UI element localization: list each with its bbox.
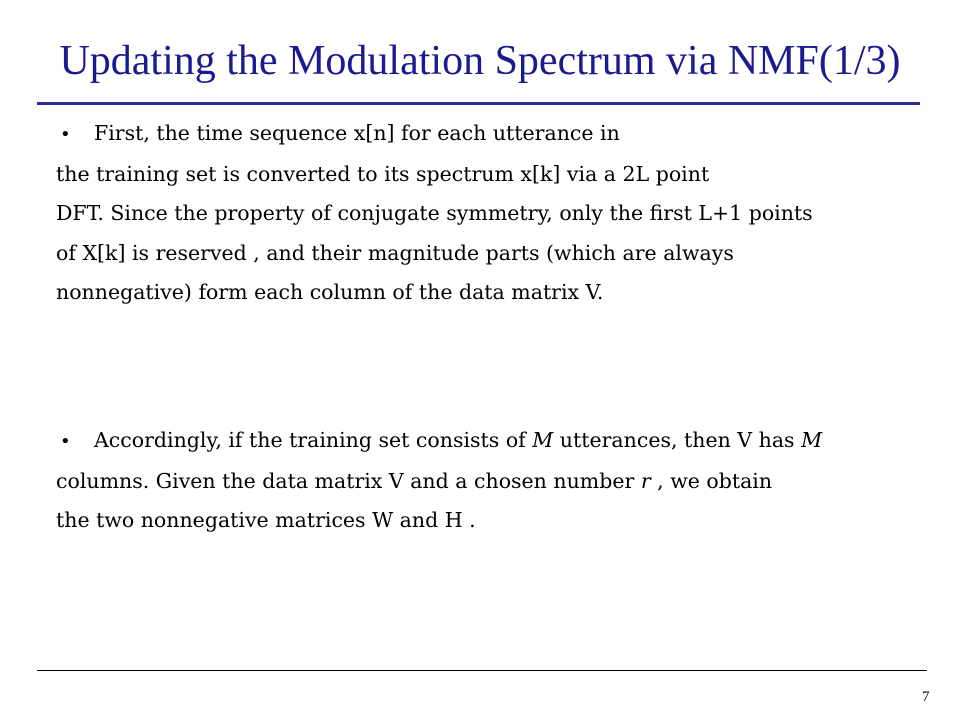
footer-divider [37,670,927,671]
paragraph-2-line-2-text-b: , we obtain [650,468,773,493]
paragraph-1-line-4: of X[k] is reserved , and their magnitude parts (which are always [56,240,734,265]
paragraph-2-line-2 [56,462,936,502]
variable-m-2: M [801,428,823,452]
bullet-icon: • [60,431,71,452]
paragraph-2-line-3: the two nonnegative matrices W and H . [56,508,476,532]
paragraph-1-line-3: DFT. Since the property of conjugate symmetry, only the first L+1 points [56,201,813,225]
variable-m: M [532,428,554,452]
paragraph-2-line-2-text-a: columns. Given the data matrix V and a chosen number [56,468,641,493]
title-divider [37,102,920,105]
paragraph-2 [56,421,936,541]
paragraph-1-line-5: nonnegative) form each column of the data matrix V. [56,280,604,304]
paragraph-1-line-2: the training set is converted to its spectrum x[k] via a 2L point [56,161,710,186]
page-number: 7 [922,689,930,705]
variable-r: r [640,468,651,493]
paragraph-2-line-1-text-b: utterances, then V has [553,428,802,452]
slide-title: Updating the Modulation Spectrum via NMF(1/3) [59,38,901,84]
paragraph-1-line-1 [56,114,936,155]
paragraph-1 [56,114,936,313]
paragraph-2-line-1 [56,421,936,462]
bullet-icon: • [60,124,71,145]
paragraph-1-line-1-text: First, the time sequence x[n] for each utterance in [94,121,620,145]
paragraph-2-line-1-text-a: Accordingly, if the training set consists of [94,428,533,452]
